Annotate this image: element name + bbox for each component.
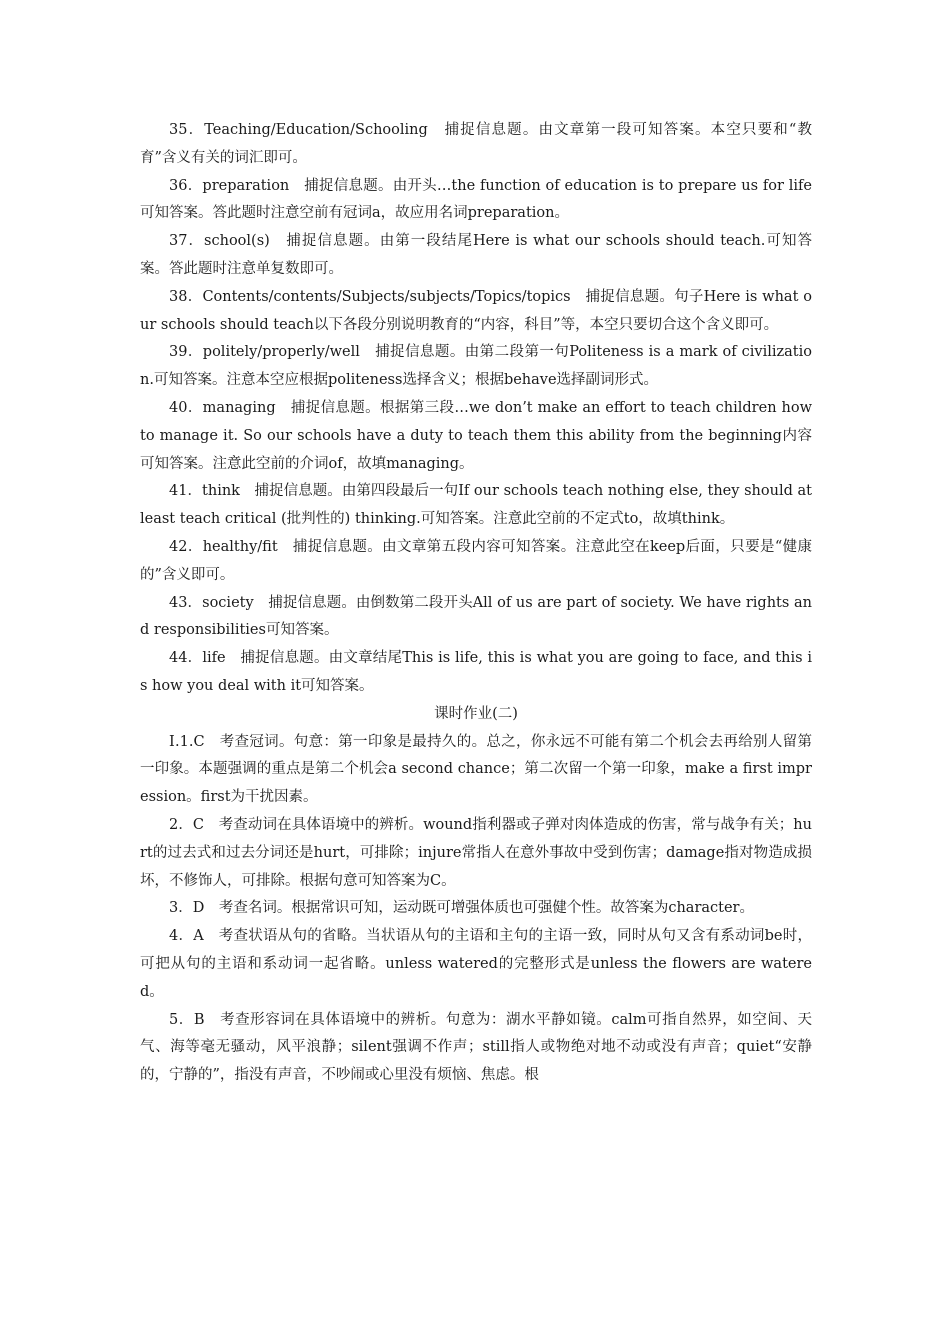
answer-37: 37．school(s) 捕捉信息题。由第一段结尾Here is what our schools should teach.可知答案。答此题时注意单复数即可。 [140, 233, 812, 277]
answer-35: 35．Teaching/Education/Schooling 捕捉信息题。由文章第一段可知答案。本空只要和“教育”含义有关的词汇即可。 [140, 122, 812, 166]
answer-key-page [140, 117, 812, 1090]
answer-2: 2．C 考查动词在具体语境中的辨析。wound指利器或子弹对肉体造成的伤害，常与战争有关；hurt的过去式和过去分词还是hurt，可排除；injure常指人在意外事故中受到伤害；damage指对物造成损坏，不修饰人，可排除。根据句意可知答案为C。 [140, 816, 812, 889]
section-title: 课时作业(二) [434, 705, 518, 722]
answer-42: 42．healthy/fit 捕捉信息题。由文章第五段内容可知答案。注意此空在keep后面，只要是“健康的”含义即可。 [140, 538, 812, 583]
answer-36: 36．preparation 捕捉信息题。由开头…the function of education is to prepare us for life可知答案。答此题时注意空前有冠词a，故应用名词preparation。 [140, 177, 812, 222]
answer-38: 38．Contents/contents/Subjects/subjects/Topics/topics 捕捉信息题。句子Here is what our schools should teach以下各段分别说明教育的“内容，科目”等，本空只要切合这个含义即可。 [140, 288, 812, 333]
answer-40: 40．managing 捕捉信息题。根据第三段…we don’t make an effort to teach children how to manage it. So our schools have a duty to teach them this ability from the beginning内容可知答案。注意此空前的介词of，故填managing。 [140, 399, 812, 472]
answer-4: 4．A 考查状语从句的省略。当状语从句的主语和主句的主语一致，同时从句又含有系动词be时，可把从句的主语和系动词一起省略。unless watered的完整形式是unless the flowers are watered。 [140, 928, 812, 1000]
answer-1: Ⅰ.1.C 考查冠词。句意：第一印象是最持久的。总之，你永远不可能有第二个机会去再给别人留第一印象。本题强调的重点是第二个机会a second chance；第二次留一个第一印象，make a first impression。first为干扰因素。 [140, 733, 812, 806]
answer-3: 3．D 考查名词。根据常识可知，运动既可增强体质也可强健个性。故答案为character。 [169, 900, 754, 917]
answer-41: 41．think 捕捉信息题。由第四段最后一句If our schools teach nothing else, they should at least teach critical (批判性的) thinking.可知答案。注意此空前的不定式to，故填think。 [140, 483, 812, 528]
answer-43: 43．society 捕捉信息题。由倒数第二段开头All of us are part of society. We have rights and responsibilities可知答案。 [140, 594, 812, 639]
answer-44: 44．life 捕捉信息题。由文章结尾This is life, this is what you are going to face, and this is how you deal with it可知答案。 [140, 650, 812, 694]
answer-5: 5．B 考查形容词在具体语境中的辨析。句意为：湖水平静如镜。calm可指自然界，如空间、天气、海等毫无骚动，风平浪静；silent强调不作声；still指人或物绝对地不动或没有声音；quiet“安静的，宁静的”，指没有声音，不吵闹或心里没有烦恼、焦虑。根 [140, 1011, 812, 1084]
answer-39: 39．politely/properly/well 捕捉信息题。由第二段第一句Politeness is a mark of civilization.可知答案。注意本空应根据politeness选择含义；根据behave选择副词形式。 [140, 344, 812, 389]
